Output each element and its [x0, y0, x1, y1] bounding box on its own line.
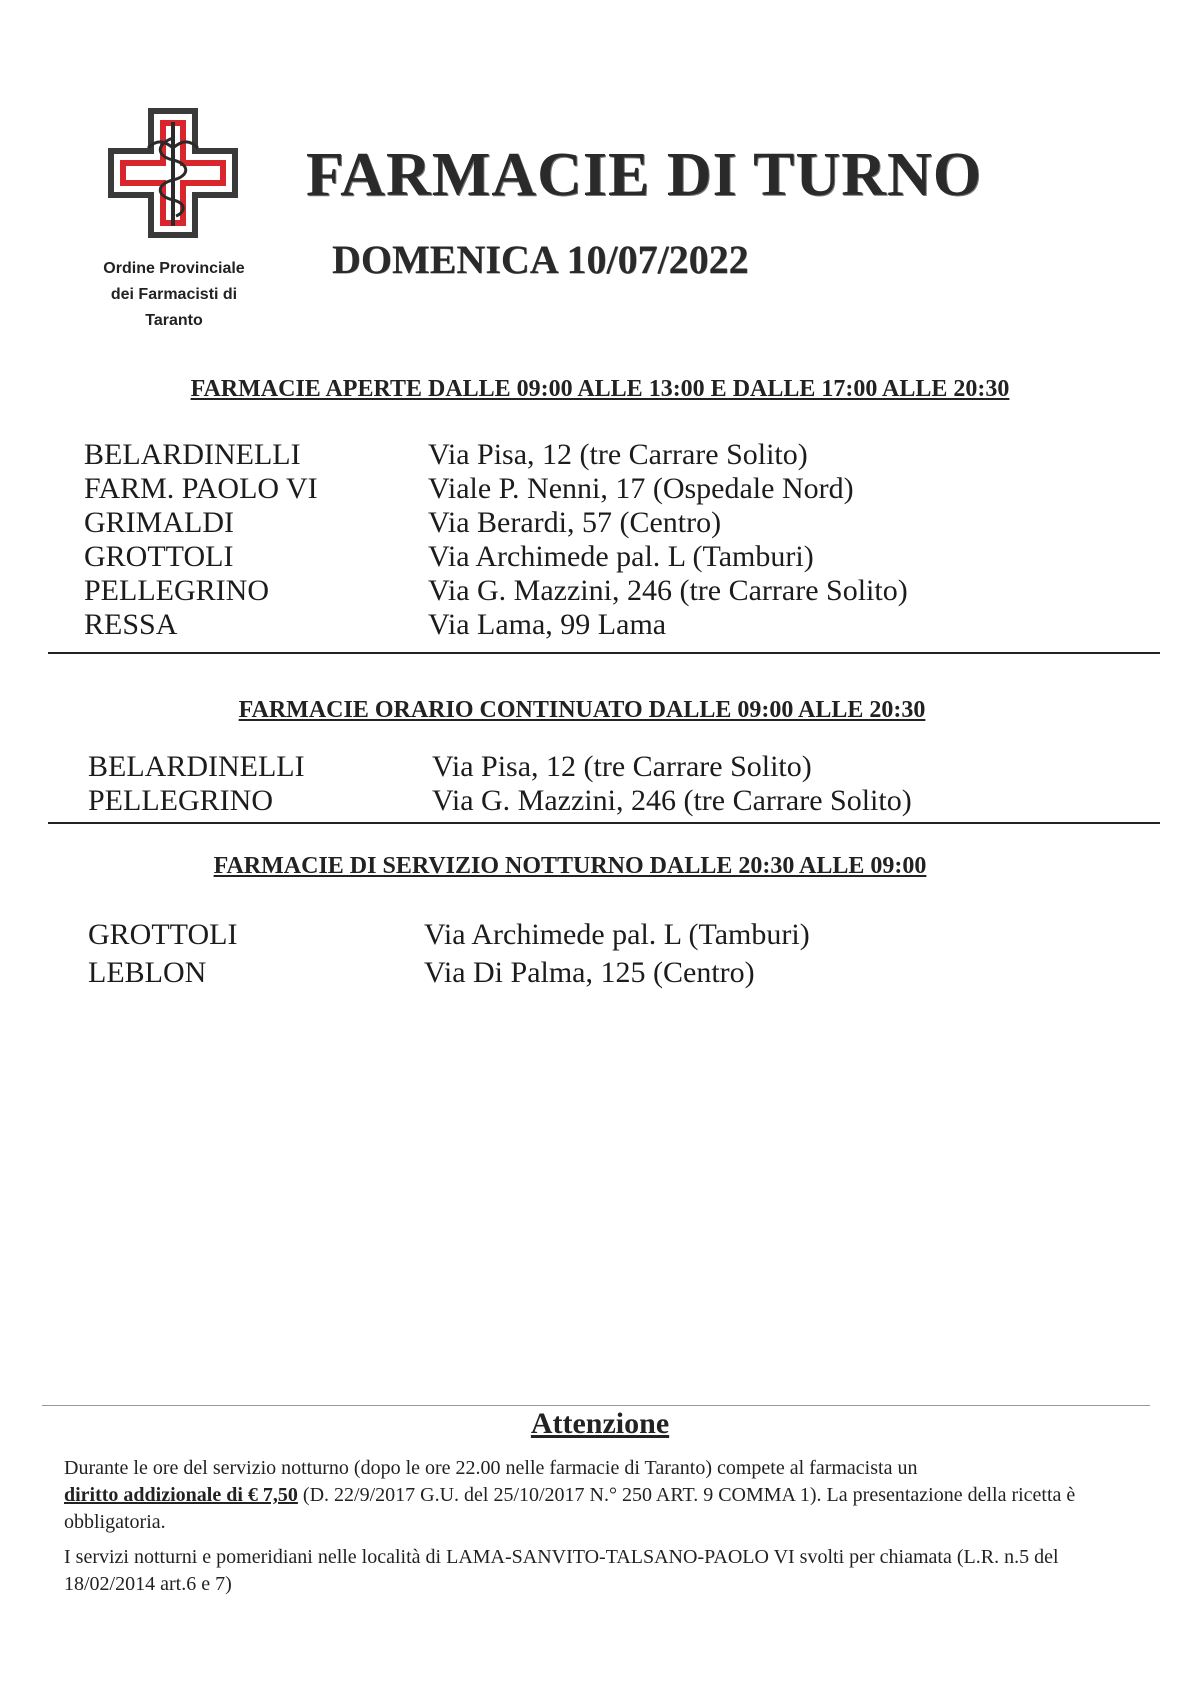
- section-heading-continuous: FARMACIE ORARIO CONTINUATO DALLE 09:00 ALLE 20:30: [238, 697, 926, 723]
- organization-name: [58, 256, 290, 334]
- pharmacy-name: FARM. PAOLO VI: [84, 472, 318, 505]
- page-date: DOMENICA 10/07/2022: [332, 237, 749, 282]
- pharmacy-name: GROTTOLI: [84, 540, 234, 573]
- pharmacy-address: Via Archimede pal. L (Tamburi): [428, 540, 814, 573]
- pharmacy-address: Via Berardi, 57 (Centro): [428, 506, 722, 539]
- list-item: [0, 956, 1200, 990]
- list-item: [0, 784, 1200, 818]
- notice-title: Attenzione: [530, 1407, 670, 1440]
- notice-fee-highlight: diritto addizionale di € 7,50: [64, 1484, 298, 1506]
- notice-divider: [42, 1405, 1150, 1406]
- pharmacy-address: Via Lama, 99 Lama: [428, 608, 667, 641]
- list-item: [0, 506, 1200, 540]
- pharmacy-address: Via G. Mazzini, 246 (tre Carrare Solito): [428, 574, 908, 607]
- list-item: [0, 472, 1200, 506]
- pharmacy-cross-icon: [108, 108, 238, 238]
- section-heading-daytime: FARMACIE APERTE DALLE 09:00 ALLE 13:00 E DALLE 17:00 ALLE 20:30: [190, 376, 1010, 402]
- pharmacy-name: RESSA: [84, 608, 178, 641]
- pharmacy-address: Via Pisa, 12 (tre Carrare Solito): [432, 750, 812, 783]
- pharmacy-name: PELLEGRINO: [84, 574, 269, 607]
- pharmacy-name: BELARDINELLI: [84, 438, 301, 471]
- page-title: FARMACIE DI TURNO: [306, 141, 983, 209]
- pharmacy-address: Viale P. Nenni, 17 (Ospedale Nord): [428, 472, 854, 505]
- notice-text: (D. 22/9/2017 G.U. del 25/10/2017 N.° 250 ART. 9 COMMA 1). La presentazione della ricetta è obbligatoria.: [64, 1484, 1076, 1533]
- pharmacy-name: BELARDINELLI: [88, 750, 305, 783]
- pharmacy-name: GRIMALDI: [84, 506, 234, 539]
- list-item: [0, 574, 1200, 608]
- notice-text: Durante le ore del servizio notturno (dopo le ore 22.00 nelle farmacie di Taranto) compete al farmacista un: [64, 1457, 918, 1479]
- org-line: dei Farmacisti di: [110, 286, 238, 303]
- org-line: Ordine Provinciale: [103, 260, 245, 277]
- notice-paragraph: [64, 1455, 1144, 1536]
- pharmacy-name: PELLEGRINO: [88, 784, 273, 817]
- pharmacy-name: LEBLON: [88, 956, 207, 989]
- pharmacy-address: Via Archimede pal. L (Tamburi): [424, 918, 810, 951]
- pharmacy-address: Via Di Palma, 125 (Centro): [424, 956, 755, 989]
- order-logo: [108, 108, 238, 238]
- list-item: [0, 750, 1200, 784]
- section-heading-night: FARMACIE DI SERVIZIO NOTTURNO DALLE 20:30 ALLE 09:00: [213, 853, 927, 879]
- section-divider: [48, 822, 1160, 824]
- org-line: Taranto: [145, 312, 203, 329]
- pharmacy-address: Via G. Mazzini, 246 (tre Carrare Solito): [432, 784, 912, 817]
- list-item: [0, 608, 1200, 642]
- list-item: [0, 918, 1200, 952]
- notice-paragraph: I servizi notturni e pomeridiani nelle località di LAMA-SANVITO-TALSANO-PAOLO VI svolti per chiamata (L.R. n.5 del 18/02/2014 art.6 e 7): [64, 1546, 1059, 1595]
- section-divider: [48, 652, 1160, 654]
- pharmacy-address: Via Pisa, 12 (tre Carrare Solito): [428, 438, 808, 471]
- pharmacy-name: GROTTOLI: [88, 918, 238, 951]
- list-item: [0, 438, 1200, 472]
- list-item: [0, 540, 1200, 574]
